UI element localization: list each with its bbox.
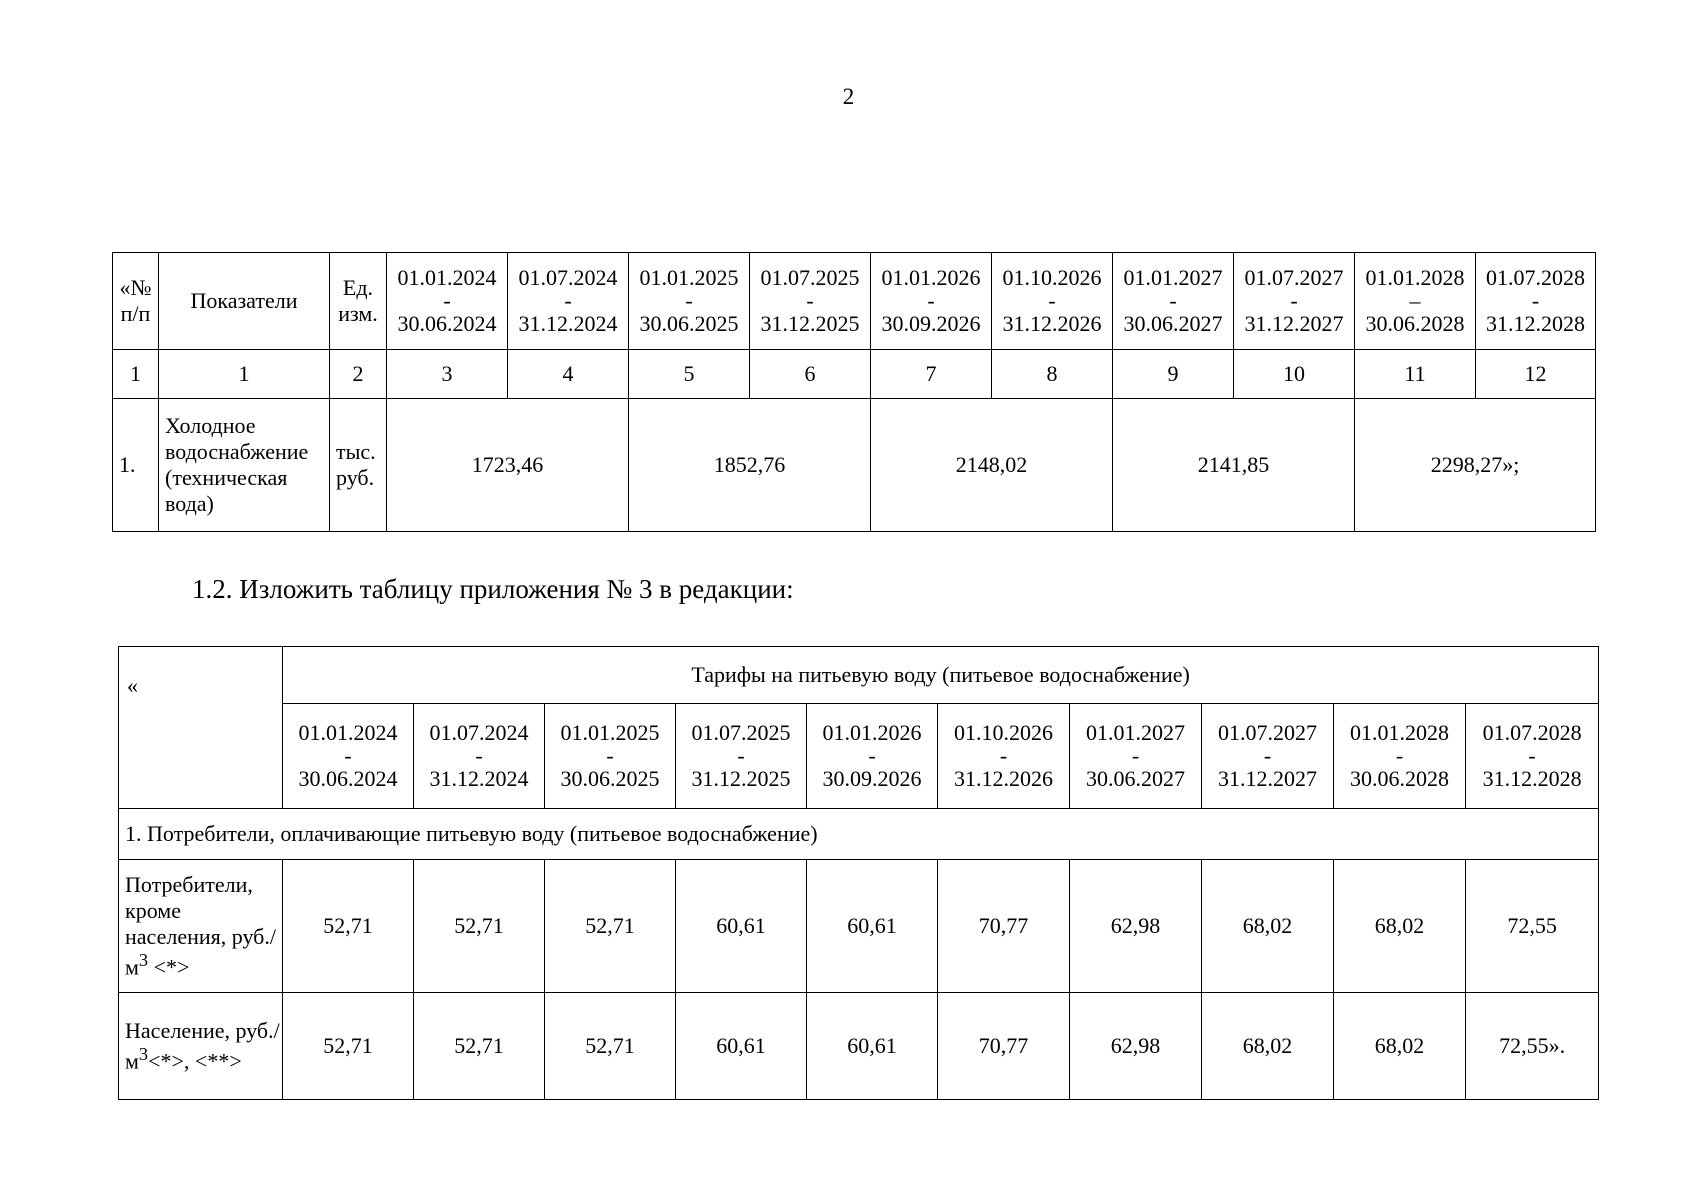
expenses-table [112,252,1596,532]
tariff-value: 68,02 [1202,993,1334,1100]
column-number: 2 [330,350,387,399]
page-number: 2 [842,84,855,109]
column-number: 6 [750,350,871,399]
row-label-text: Потребители, кроме населения, руб./м [125,871,276,980]
period-to: 31.12.2027 [1218,765,1317,791]
period-separator: - [868,743,876,769]
period-header [676,704,807,809]
period-from: 01.01.2024 [298,720,398,746]
period-separator: - [1048,288,1056,314]
period-header [938,704,1070,809]
value-cell: 1852,76 [629,399,871,532]
period-to: 30.09.2026 [822,765,922,791]
row-label-note: <*>, <**> [148,1048,242,1074]
period-separator: - [1263,743,1272,769]
period-separator: - [1531,288,1540,314]
period-from: 01.10.2026 [1002,265,1102,291]
period-header [1476,253,1596,350]
period-to: 30.06.2027 [1086,765,1185,791]
column-number: 3 [387,350,508,399]
period-header [750,253,871,350]
period-to: 31.12.2025 [691,765,791,791]
period-separator: - [606,743,614,769]
period-header [1355,253,1476,350]
tariff-value: 52,71 [414,993,545,1100]
period-separator: - [1131,743,1140,769]
table-row [119,993,1599,1100]
value-cell: 2141,85 [1113,399,1355,532]
period-to: 31.12.2027 [1244,310,1344,336]
column-number: 1 [159,350,330,399]
period-separator: - [1290,288,1298,314]
period-from: 01.07.2024 [429,720,529,746]
period-separator: – [1409,288,1421,314]
value-cell: 2148,02 [871,399,1113,532]
header-indicator: Показатели [159,253,330,350]
period-separator: - [999,743,1008,769]
tariff-value: 52,71 [283,993,414,1100]
column-numbers-row [113,350,1596,399]
period-header [992,253,1113,350]
period-to: 31.12.2024 [429,765,529,791]
period-separator: - [564,288,572,314]
column-number: 7 [871,350,992,399]
period-header [414,704,545,809]
period-from: 01.10.2026 [954,720,1053,746]
period-header [508,253,629,350]
period-to: 30.06.2025 [639,310,739,336]
column-number: 4 [508,350,629,399]
period-to: 30.06.2024 [298,765,398,791]
tariff-value: 60,61 [676,860,807,993]
tariff-value: 72,55». [1466,993,1599,1100]
period-from: 01.01.2025 [639,265,739,291]
period-to: 30.06.2024 [397,310,497,336]
period-to: 31.12.2028 [1482,765,1582,791]
tariff-value: 52,71 [545,860,676,993]
row-number: 1. [113,399,159,532]
period-to: 31.12.2025 [760,310,860,336]
period-header [807,704,938,809]
periods-row [119,704,1599,809]
table-row [119,860,1599,993]
tariff-value: 62,98 [1070,993,1202,1100]
period-separator: - [1169,288,1177,314]
period-from: 01.01.2026 [822,720,922,746]
period-from: 01.01.2027 [1123,265,1223,291]
tariffs-table [118,646,1599,1100]
period-separator: - [685,288,693,314]
row-label-text: Население, руб./м [125,1017,280,1074]
period-from: 01.01.2028 [1350,720,1449,746]
period-header [545,704,676,809]
column-number: 12 [1476,350,1596,399]
period-from: 01.07.2024 [518,265,618,291]
period-to: 30.06.2025 [560,765,660,791]
period-from: 01.07.2027 [1218,720,1317,746]
period-to: 31.12.2024 [518,310,618,336]
period-header [1334,704,1466,809]
tariff-value: 52,71 [414,860,545,993]
period-from: 01.07.2028 [1486,265,1585,291]
tariff-value: 60,61 [676,993,807,1100]
period-separator: - [927,288,935,314]
period-to: 31.12.2026 [954,765,1053,791]
tariff-value: 68,02 [1202,860,1334,993]
period-header [629,253,750,350]
tariffs-title: Тарифы на питьевую воду (питьевое водоснабжение) [283,647,1599,704]
period-from: 01.07.2025 [760,265,860,291]
period-header [1466,704,1599,809]
tariff-value: 70,77 [938,993,1070,1100]
period-to: 30.06.2027 [1123,310,1223,336]
period-header [1113,253,1234,350]
column-number: 1 [113,350,159,399]
paragraph-text: 1.2. Изложить таблицу приложения № 3 в редакции: [192,574,794,604]
period-from: 01.07.2027 [1244,265,1344,291]
period-to: 30.06.2028 [1350,765,1449,791]
row-unit: тыс. руб. [330,399,387,532]
period-from: 01.01.2027 [1086,720,1185,746]
row-label-note: <*> [148,954,190,980]
superscript: 3 [138,1043,149,1064]
table-row [113,399,1596,532]
tariff-value: 60,61 [807,993,938,1100]
header-unit: Ед. изм. [330,253,387,350]
row-label [119,993,283,1100]
quote-mark: « [119,647,283,809]
tariff-value: 52,71 [283,860,414,993]
period-from: 01.01.2025 [560,720,660,746]
value-cell: 1723,46 [387,399,629,532]
period-to: 31.12.2028 [1486,310,1585,336]
tariff-value: 60,61 [807,860,938,993]
column-number: 10 [1234,350,1355,399]
period-separator: - [1528,743,1536,769]
tariffs-title-row [119,647,1599,704]
column-number: 11 [1355,350,1476,399]
period-header [283,704,414,809]
column-number: 5 [629,350,750,399]
period-from: 01.01.2026 [881,265,981,291]
section-title: 1. Потребители, оплачивающие питьевую воду (питьевое водоснабжение) [119,809,1599,860]
period-from: 01.07.2025 [691,720,791,746]
tariff-value: 68,02 [1334,993,1466,1100]
value-cell: 2298,27»; [1355,399,1596,532]
period-separator: - [806,288,814,314]
row-indicator: Холодное водоснабжение (техническая вода) [159,399,330,532]
tariff-value: 70,77 [938,860,1070,993]
period-to: 31.12.2026 [1002,310,1102,336]
period-header [1070,704,1202,809]
column-number: 8 [992,350,1113,399]
period-to: 30.09.2026 [881,310,981,336]
period-header [387,253,508,350]
period-separator: - [475,743,483,769]
period-to: 30.06.2028 [1365,310,1465,336]
table-header-row [113,253,1596,350]
period-from: 01.01.2024 [397,265,497,291]
period-header [1234,253,1355,350]
tariff-value: 52,71 [545,993,676,1100]
row-label [119,860,283,993]
header-number: «№ п/п [113,253,159,350]
period-header [871,253,992,350]
superscript: 3 [138,949,149,970]
tariff-value: 68,02 [1334,860,1466,993]
tariff-value: 72,55 [1466,860,1599,993]
tariff-value: 62,98 [1070,860,1202,993]
period-from: 01.01.2028 [1365,265,1465,291]
period-separator: - [443,288,451,314]
period-separator: - [344,743,352,769]
period-from: 01.07.2028 [1482,720,1582,746]
period-separator: - [737,743,745,769]
period-header [1202,704,1334,809]
column-number: 9 [1113,350,1234,399]
period-separator: - [1395,743,1404,769]
section-row [119,809,1599,860]
